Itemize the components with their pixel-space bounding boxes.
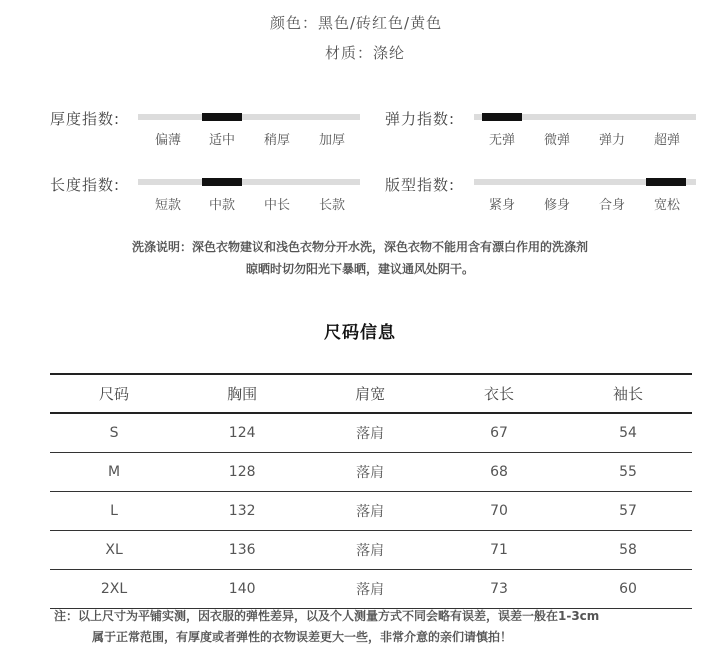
cell-size: L: [50, 492, 178, 531]
cell-shoulder: 落肩: [306, 413, 434, 453]
thickness-option: 加厚: [318, 133, 345, 148]
cell-shoulder: 落肩: [306, 570, 434, 609]
fit-option: 合身: [598, 198, 625, 213]
elasticity-index-bar: [474, 114, 696, 120]
cell-length: 73: [434, 570, 564, 609]
thickness-option: 偏薄: [154, 133, 181, 148]
thickness-marker: [202, 113, 242, 121]
elasticity-index-label: 弹力指数:: [385, 110, 456, 128]
cell-sleeve: 55: [564, 453, 692, 492]
header-sleeve: 袖长: [564, 374, 692, 413]
length-marker: [202, 178, 242, 186]
cell-size: S: [50, 413, 178, 453]
cell-size: XL: [50, 531, 178, 570]
fit-index-bar: [474, 179, 696, 185]
table-row: [50, 531, 692, 570]
table-row: [50, 570, 692, 609]
cell-length: 70: [434, 492, 564, 531]
length-index-bar: [138, 179, 360, 185]
elasticity-option: 超弹: [653, 133, 680, 148]
thickness-index-label: 厚度指数:: [50, 110, 121, 128]
cell-size: 2XL: [50, 570, 178, 609]
colors-line: 颜色：黑色/砖红色/黄色: [270, 14, 443, 32]
length-option: 中长: [263, 198, 290, 213]
fit-marker: [646, 178, 686, 186]
cell-shoulder: 落肩: [306, 531, 434, 570]
elasticity-option: 微弹: [543, 133, 570, 148]
cell-size: M: [50, 453, 178, 492]
cell-chest: 132: [178, 492, 306, 531]
length-option: 中款: [208, 198, 235, 213]
cell-length: 71: [434, 531, 564, 570]
header-shoulder: 肩宽: [306, 374, 434, 413]
table-header-row: [50, 374, 692, 413]
footnote-line1: 注：以上尺寸为平铺实测，因衣服的弹性差异，以及个人测量方式不同会略有误差，误差一般在1-3cm: [54, 609, 600, 623]
thickness-option: 稍厚: [263, 133, 290, 148]
size-table-title: 尺码信息: [324, 323, 396, 343]
elasticity-option: 弹力: [598, 133, 625, 148]
cell-chest: 124: [178, 413, 306, 453]
cell-chest: 140: [178, 570, 306, 609]
elasticity-option: 无弹: [488, 133, 515, 148]
material-line: 材质：涤纶: [325, 44, 406, 62]
cell-chest: 128: [178, 453, 306, 492]
header-chest: 胸围: [178, 374, 306, 413]
length-track: [138, 179, 360, 185]
size-table: [50, 373, 692, 609]
cell-sleeve: 57: [564, 492, 692, 531]
table-row: [50, 453, 692, 492]
fit-option: 修身: [543, 198, 570, 213]
cell-sleeve: 58: [564, 531, 692, 570]
thickness-index-bar: [138, 114, 360, 120]
thickness-track: [138, 114, 360, 120]
fit-index-label: 版型指数:: [385, 176, 456, 194]
length-option: 长款: [318, 198, 345, 213]
footnote-line2: 属于正常范围，有厚度或者弹性的衣物误差更大一些，非常介意的亲们请慎拍！: [92, 630, 513, 644]
wash-note-line1: 洗涤说明：深色衣物建议和浅色衣物分开水洗，深色衣物不能用含有漂白作用的洗涤剂: [131, 240, 588, 254]
thickness-option: 适中: [208, 133, 235, 148]
cell-length: 68: [434, 453, 564, 492]
header-size: 尺码: [50, 374, 178, 413]
table-row: [50, 492, 692, 531]
cell-shoulder: 落肩: [306, 492, 434, 531]
fit-option: 紧身: [488, 198, 515, 213]
cell-sleeve: 54: [564, 413, 692, 453]
cell-sleeve: 60: [564, 570, 692, 609]
elasticity-marker: [482, 113, 522, 121]
cell-shoulder: 落肩: [306, 453, 434, 492]
fit-option: 宽松: [653, 198, 680, 213]
header-length: 衣长: [434, 374, 564, 413]
cell-chest: 136: [178, 531, 306, 570]
length-index-label: 长度指数:: [50, 176, 121, 194]
length-option: 短款: [154, 198, 181, 213]
cell-length: 67: [434, 413, 564, 453]
wash-note-line2: 晾晒时切勿阳光下暴晒，建议通风处阴干。: [245, 262, 474, 276]
table-row: [50, 413, 692, 453]
